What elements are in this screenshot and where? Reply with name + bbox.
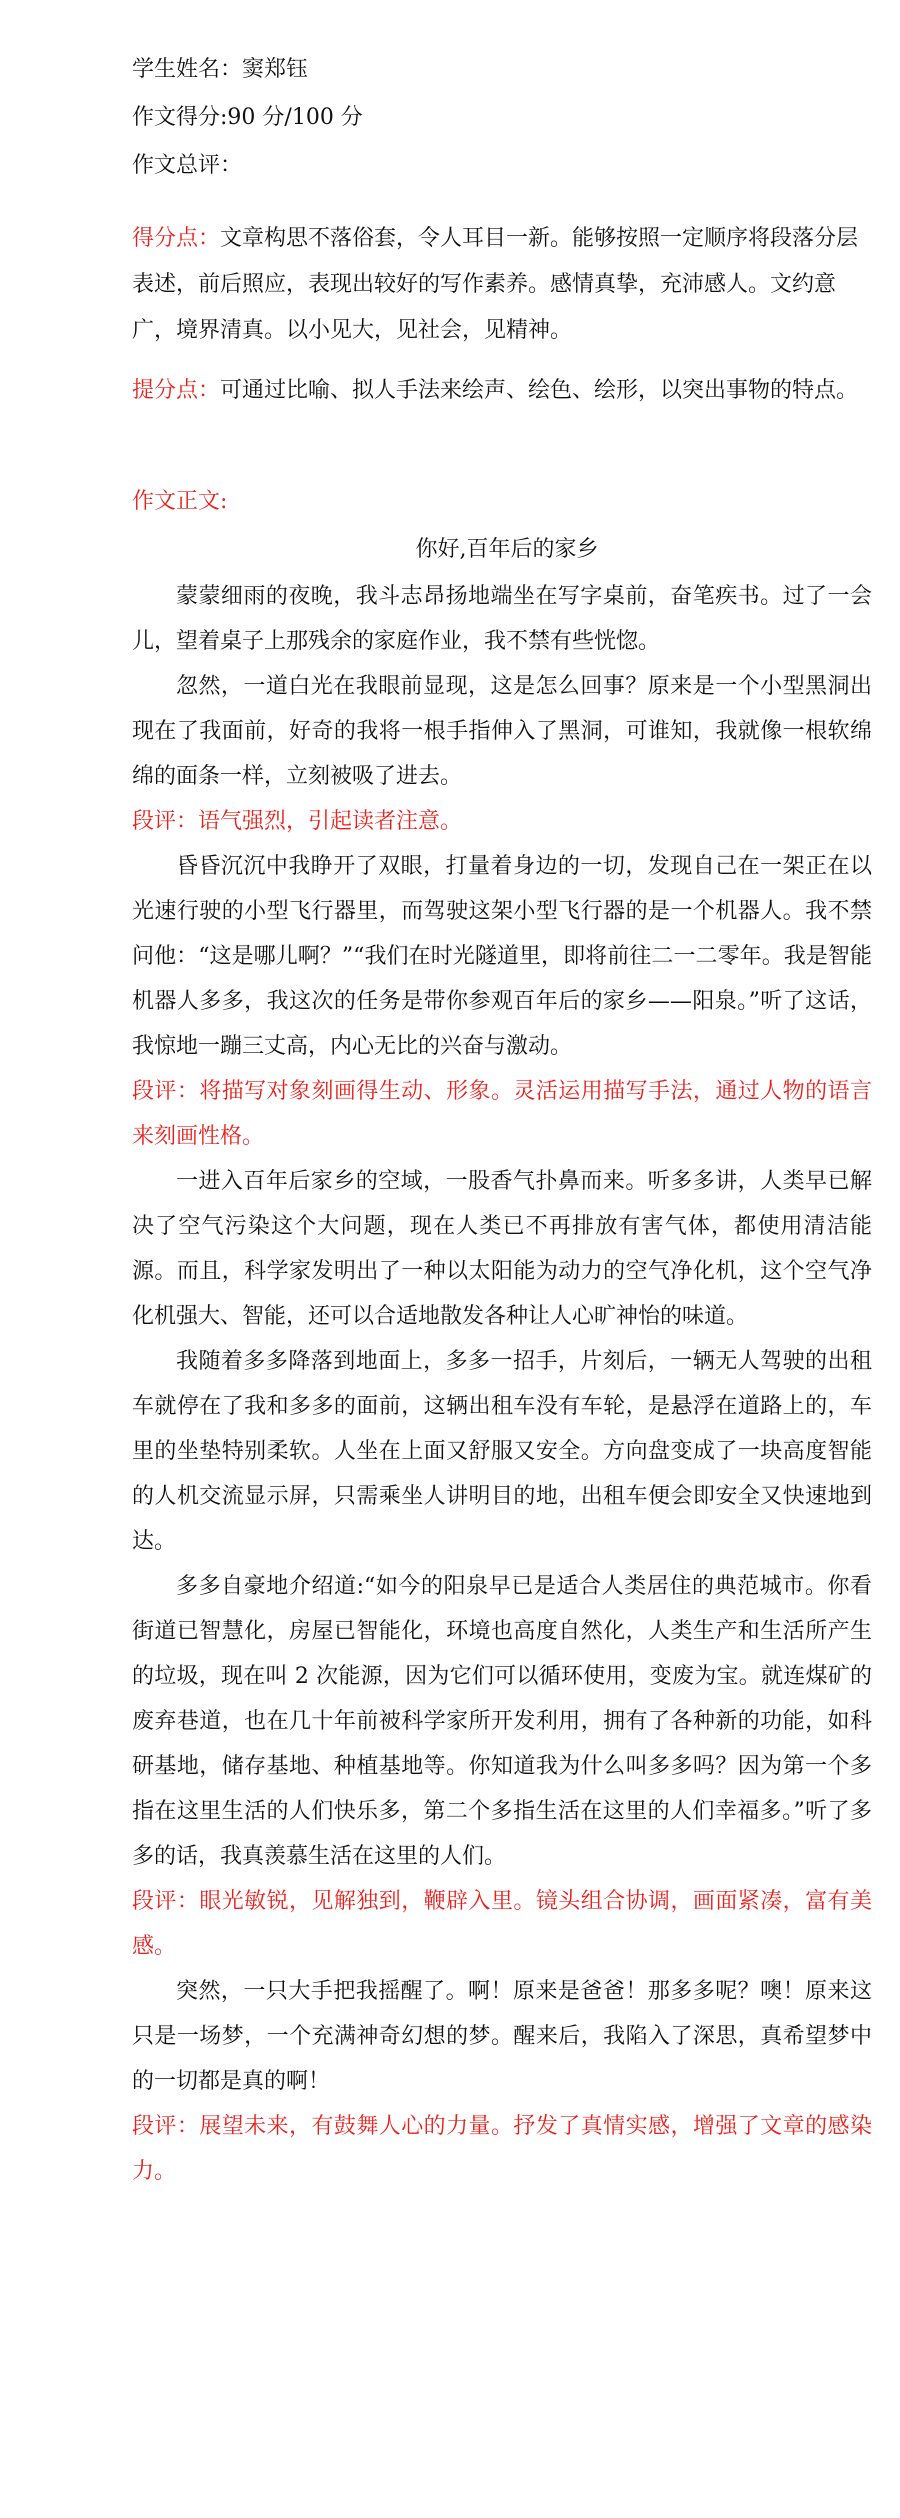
essay-body-heading: 作文正文: — [132, 489, 228, 514]
essay-paragraph: 突然，一只大手把我摇醒了。啊！原来是爸爸！那多多呢？噢！原来这只是一场梦，一个充满神奇幻想的梦。醒来后，我陷入了深思，真希望梦中的一切都是真的啊！ — [132, 1979, 872, 2094]
essay-score-label: 作文得分: — [132, 105, 228, 130]
essay-paragraph: 昏昏沉沉中我睁开了双眼，打量着身边的一切，发现自己在一架正在以光速行驶的小型飞行器里，而驾驶这架小型飞行器的是一个机器人。我不禁问他：“这是哪儿啊？”“我们在时光隧道里，即将前往二一二零年。我是智能机器人多多，我这次的任务是带你参观百年后的家乡——阳泉。”听了这话，我惊地一蹦三丈高，内心无比的兴奋与激动。 — [132, 854, 872, 1059]
paragraph-comment-label: 段评： — [132, 2114, 200, 2139]
paragraph-comment-label: 段评： — [132, 1889, 200, 1914]
student-name-value: 窦郑钰 — [242, 57, 309, 82]
paragraph-comment-text: 眼光敏锐，见解独到，鞭辟入里。镜头组合协调，画面紧凑，富有美感。 — [132, 1889, 872, 1959]
score-points-block — [132, 216, 872, 354]
overall-review-label: 作文总评： — [132, 153, 243, 178]
paragraph-comment — [132, 1069, 872, 1159]
improvement-points-label: 提分点： — [132, 378, 221, 403]
essay-paragraph: 多多自豪地介绍道:“如今的阳泉早已是适合人类居住的典范城市。你看街道已智慧化，房屋已智能化，环境也高度自然化，人类生产和生活所产生的垃圾，现在叫 2 次能源，因为它们可以循环使用，变废为宝。就连煤矿的废弃巷道，也在几十年前被科学家所开发利用，拥有了各种新的功能，如科研基地，储存基地、种植基地等。你知道我为什么叫多多吗？因为第一个多指在这里生活的人们快乐多，第二个多指生活在这里的人们幸福多。”听了多多的话，我真羡慕生活在这里的人们。 — [132, 1574, 872, 1869]
student-name-line — [132, 46, 872, 94]
essay-paragraph: 忽然，一道白光在我眼前显现，这是怎么回事？原来是一个小型黑洞出现在了我面前，好奇的我将一根手指伸入了黑洞，可谁知，我就像一根软绵绵的面条一样，立刻被吸了进去。 — [132, 674, 872, 789]
paragraph-comment — [132, 799, 872, 844]
essay-score-line — [132, 94, 872, 142]
essay-score-value: 90 分/100 分 — [227, 105, 363, 130]
paragraph-comment-text: 将描写对象刻画得生动、形象。灵活运用描写手法，通过人物的语言来刻画性格。 — [132, 1079, 872, 1149]
score-points-label: 得分点： — [132, 226, 221, 251]
paragraph-comment — [132, 1879, 872, 1969]
essay-title: 你好,百年后的家乡 — [415, 537, 599, 562]
paragraph-comment-text: 展望未来，有鼓舞人心的力量。抒发了真情实感，增强了文章的感染力。 — [132, 2114, 872, 2184]
paragraph-comment — [132, 2104, 872, 2194]
essay-review-document — [132, 0, 872, 2194]
improvement-points-text: 可通过比喻、拟人手法来绘声、绘色、绘形，以突出事物的特点。 — [220, 378, 859, 403]
essay-paragraph: 我随着多多降落到地面上，多多一招手，片刻后，一辆无人驾驶的出租车就停在了我和多多的面前，这辆出租车没有车轮，是悬浮在道路上的，车里的坐垫特别柔软。人坐在上面又舒服又安全。方向盘变成了一块高度智能的人机交流显示屏，只需乘坐人讲明目的地，出租车便会即安全又快速地到达。 — [132, 1349, 872, 1554]
score-points-text: 文章构思不落俗套，令人耳目一新。能够按照一定顺序将段落分层表述，前后照应，表现出较好的写作素养。感情真挚，充沛感人。文约意广，境界清真。以小见大，见社会，见精神。 — [132, 226, 859, 343]
paragraph-comment-label: 段评： — [132, 1079, 200, 1104]
paragraph-comment-label: 段评： — [132, 809, 199, 834]
overall-review-heading — [132, 142, 872, 190]
student-name-label: 学生姓名： — [132, 57, 243, 82]
improvement-points-block — [132, 368, 872, 414]
essay-paragraph: 蒙蒙细雨的夜晚，我斗志昂扬地端坐在写字桌前，奋笔疾书。过了一会儿，望着桌子上那残余的家庭作业，我不禁有些恍惚。 — [132, 584, 872, 654]
essay-paragraph: 一进入百年后家乡的空域，一股香气扑鼻而来。听多多讲，人类早已解决了空气污染这个大问题，现在人类已不再排放有害气体，都使用清洁能源。而且，科学家发明出了一种以太阳能为动力的空气净化机，这个空气净化机强大、智能，还可以合适地散发各种让人心旷神怡的味道。 — [132, 1169, 872, 1329]
paragraph-comment-text: 语气强烈，引起读者注意。 — [198, 809, 463, 834]
